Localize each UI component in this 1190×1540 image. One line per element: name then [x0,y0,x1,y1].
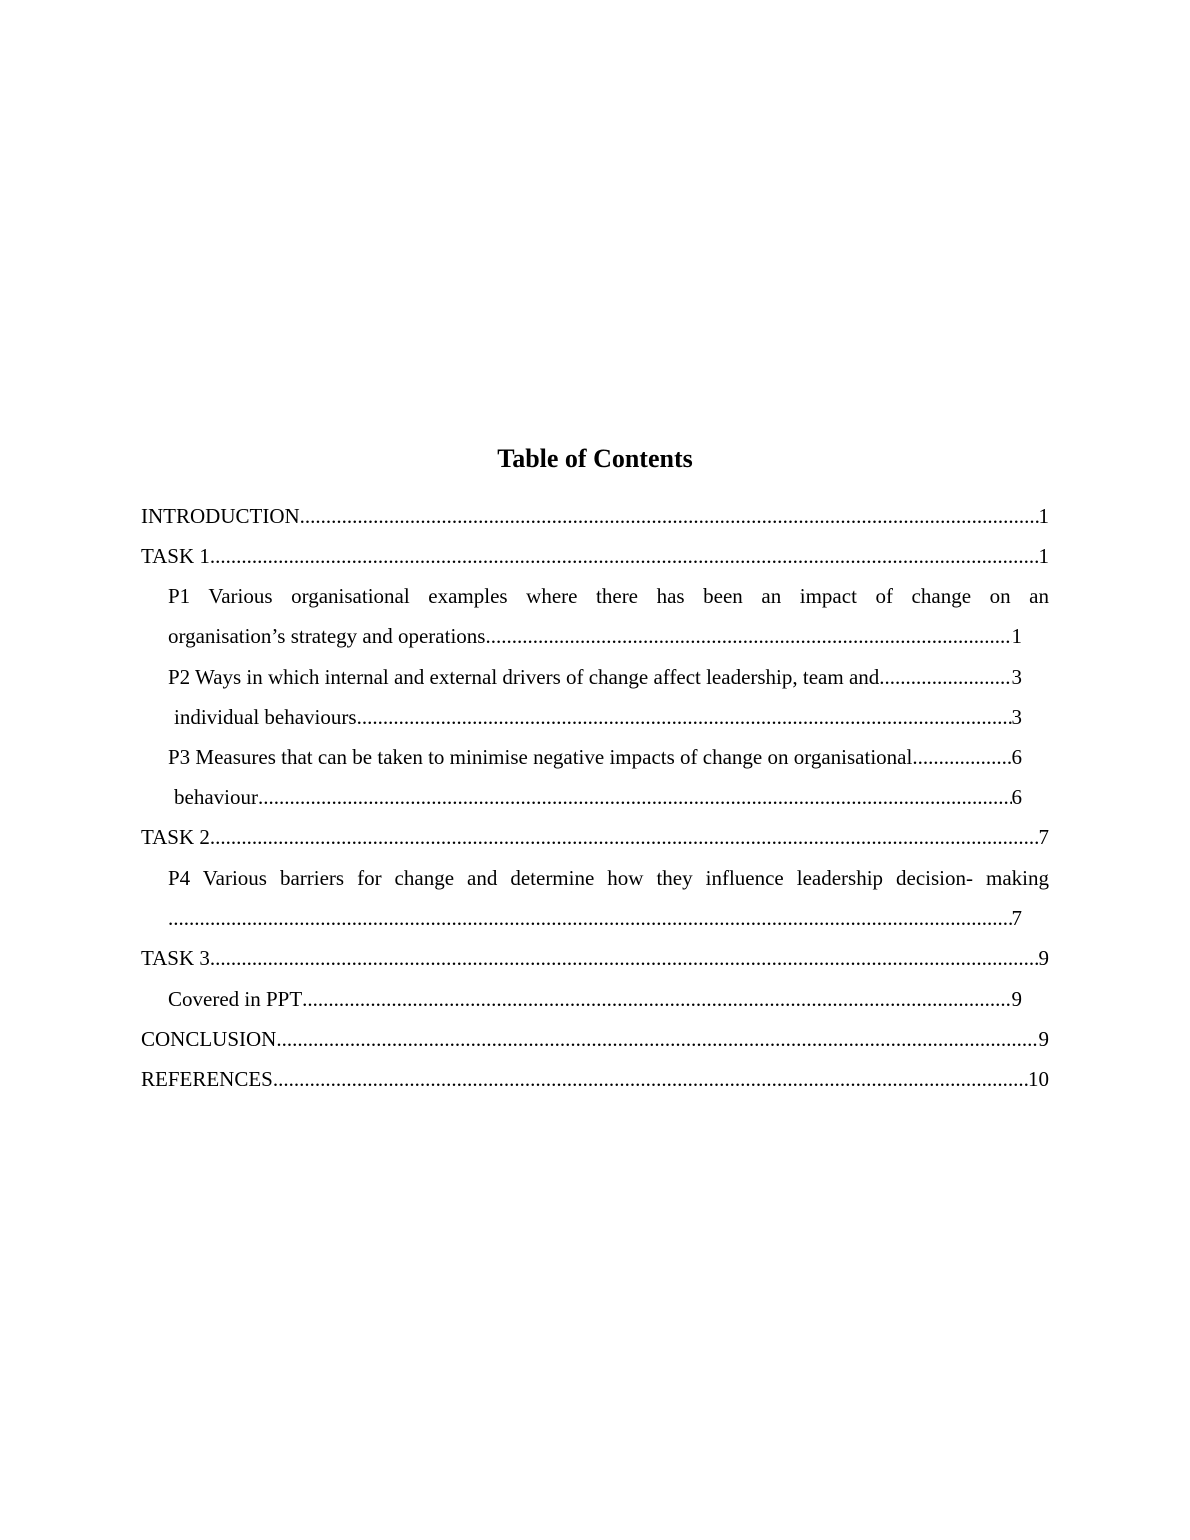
toc-entry-label: individual behaviours [174,705,357,729]
toc-entry-page: 10 [1028,1067,1049,1091]
toc-entry-label: TASK 1 [141,544,210,568]
toc-entry-p4-line1[interactable]: P4 Various barriers for change and determine how they influence leadership decision- making [168,866,1049,890]
toc-entry-page: 7 [1038,825,1049,849]
toc-entry-references[interactable] [141,1064,1049,1094]
toc-entry-label: behaviour [174,785,258,809]
toc-entry-task-3[interactable] [141,943,1049,973]
toc-leader-dots [258,782,1012,812]
toc-entry-label: organisation’s strategy and operations [168,624,486,648]
toc-leader-dots [210,943,1039,973]
toc-entry-label: P3 Measures that can be taken to minimise negative impacts of change on organisational. [168,745,918,769]
toc-entry-label: P2 Ways in which internal and external drivers of change affect leadership, team and [168,665,880,689]
toc-entry-label: CONCLUSION [141,1027,277,1051]
toc-title: Table of Contents [497,444,693,473]
toc-entry-p2-line2[interactable] [174,702,1022,732]
toc-entry-task-1[interactable] [141,541,1049,571]
toc-entry-p3-line1[interactable] [168,742,1022,772]
toc-entry-page: 1 [1038,544,1049,568]
toc-entry-p1-line2[interactable] [168,621,1022,651]
toc-leader-dots [879,662,1011,692]
toc-entry-label: TASK 3 [141,946,210,970]
toc-leader-dots [210,541,1039,571]
toc-entry-page: 7 [1011,906,1022,930]
toc-entry-task-2[interactable] [141,822,1049,852]
toc-entry-page: 1 [1011,624,1022,648]
toc-entry-label: INTRODUCTION [141,504,300,528]
toc-entry-page: 6 [1011,785,1022,809]
toc-entry-label: TASK 2 [141,825,210,849]
toc-leader-dots [273,1064,1028,1094]
toc-entry-introduction[interactable] [141,501,1049,531]
toc-entry-p4-line2[interactable] [168,903,1022,933]
toc-leader-dots [918,742,1012,772]
toc-entry-page: 3 [1011,665,1022,689]
toc-leader-dots [302,984,1011,1014]
toc-entry-page: 1 [1038,504,1049,528]
toc-leader-dots [300,501,1039,531]
toc-leader-dots [485,621,1011,651]
toc-entry-label: Covered in PPT [168,987,303,1011]
toc-entry-p3-line2[interactable] [174,782,1022,812]
toc-entry-covered-in-ppt[interactable] [168,984,1022,1014]
toc-leader-dots [210,822,1039,852]
toc-entry-page: 9 [1011,987,1022,1011]
toc-entry-conclusion[interactable] [141,1024,1049,1054]
toc-entry-label: REFERENCES [141,1067,273,1091]
toc-entry-p2-line1[interactable] [168,662,1022,692]
toc-entry-page: 9 [1038,946,1049,970]
toc-entry-page: 9 [1038,1027,1049,1051]
toc-entry-page: 3 [1011,705,1022,729]
toc-leader-dots [276,1024,1038,1054]
toc-leader-dots [168,903,1012,933]
toc-entry-page: 6 [1011,745,1022,769]
toc-entry-p1-line1[interactable]: P1 Various organisational examples where there has been an impact of change on an [168,584,1049,608]
toc-leader-dots [357,702,1012,732]
